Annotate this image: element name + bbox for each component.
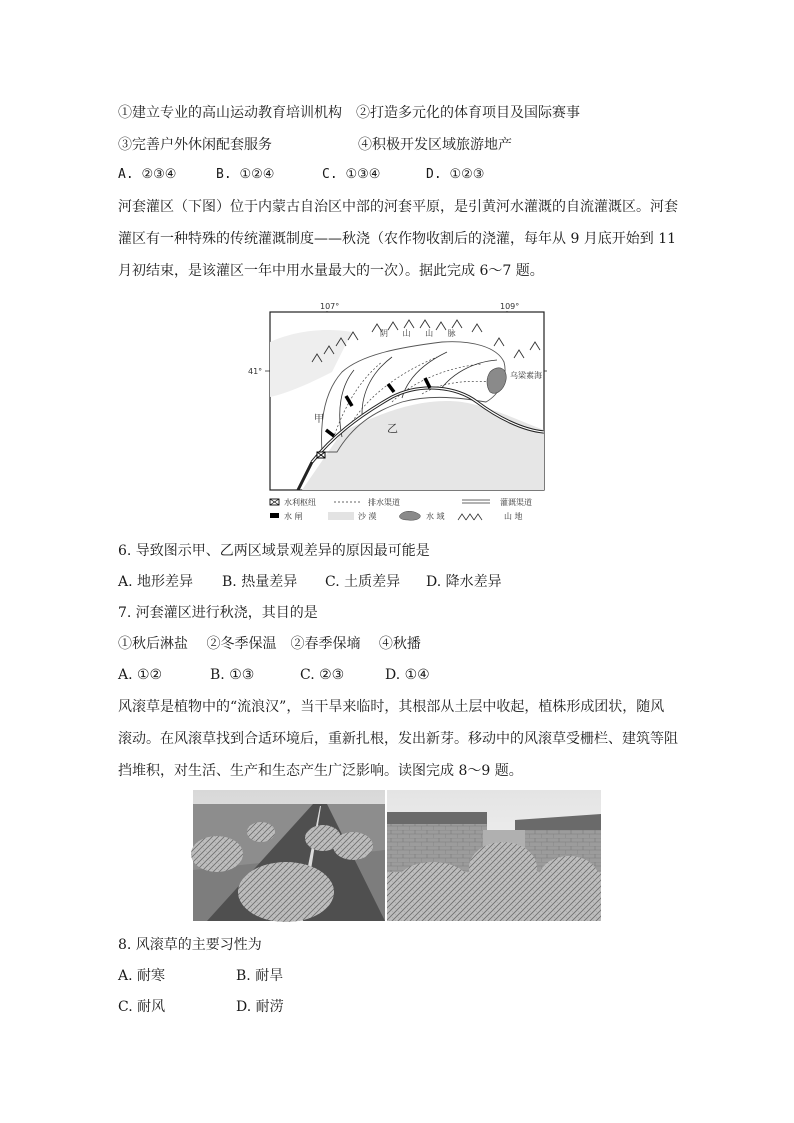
tumbleweed-intro-line-1: 风滚草是植物中的“流浪汉”，当干旱来临时，其根部从土层中收起，植株形成团状，随风	[118, 699, 665, 715]
q6-option-a: A. 地形差异	[118, 574, 194, 590]
legend-irrigation: 灌溉渠道	[500, 498, 532, 507]
legend-desert: 沙 漠	[358, 512, 377, 521]
q6-option-b: B. 热量差异	[222, 574, 298, 590]
q5-statement-4: ④积极开发区域旅游地产	[358, 137, 512, 153]
legend-mountain: 山 地	[504, 512, 523, 521]
hetao-irrigation-map	[248, 302, 552, 527]
road-photo	[191, 790, 385, 922]
lat-41-label: 41°	[248, 367, 263, 376]
q7-option-a: A. ①②	[118, 667, 163, 683]
q5-statements-1: ①建立专业的高山运动教育培训机构 ②打造多元化的体育项目及国际赛事	[118, 105, 580, 121]
map-legend	[270, 497, 532, 521]
legend-drain: 排水渠道	[368, 498, 400, 507]
q8-stem: 8. 风滚草的主要习性为	[118, 937, 262, 953]
hetao-intro-line-2: 灌区有一种特殊的传统灌溉制度——秋浇（农作物收割后的浇灌，每年从 9 月底开始到 11	[118, 231, 677, 247]
q7-option-c: C. ②③	[300, 667, 345, 683]
q6-option-c: C. 土质差异	[325, 574, 401, 590]
q5-option-c: C. ①③④	[322, 167, 381, 182]
lake-label: 乌梁素海	[510, 371, 542, 380]
hetao-intro-line-1: 河套灌区（下图）位于内蒙古自治区中部的河套平原，是引黄河水灌溉的自流灌溉区。河套	[118, 199, 678, 215]
q7-option-b: B. ①③	[210, 667, 255, 683]
lon-109-label: 109°	[500, 302, 520, 311]
building-photo	[387, 790, 601, 921]
q7-statements: ①秋后淋盐 ②冬季保温 ②春季保墒 ④秋播	[118, 636, 421, 652]
q6-option-d: D. 降水差异	[426, 574, 502, 590]
q8-option-d: D. 耐涝	[236, 999, 284, 1015]
q7-option-d: D. ①④	[385, 667, 430, 683]
q6-stem: 6. 导致图示甲、乙两区域景观差异的原因最可能是	[118, 543, 430, 559]
q7-stem: 7. 河套灌区进行秋浇，其目的是	[118, 605, 318, 621]
legend-water: 水 域	[426, 512, 445, 521]
q8-option-b: B. 耐旱	[236, 968, 284, 984]
tumbleweed-intro-line-3: 挡堆积，对生活、生产和生态产生广泛影响。读图完成 8～9 题。	[118, 763, 523, 779]
q5-option-d: D. ①②③	[426, 167, 485, 182]
q5-option-a: A. ②③④	[118, 167, 177, 182]
legend-gate: 水 闸	[284, 512, 303, 521]
hetao-intro-line-3: 月初结束，是该灌区一年中用水量最大的一次）。据此完成 6～7 题。	[118, 263, 544, 279]
legend-hub: 水利枢纽	[284, 498, 316, 507]
lon-107-label: 107°	[320, 302, 340, 311]
tumbleweed-intro-line-2: 滚动。在风滚草找到合适环境后，重新扎根，发出新芽。移动中的风滚草受栅栏、建筑等阻	[118, 731, 678, 747]
q5-statement-3: ③完善户外休闲配套服务	[118, 137, 272, 153]
mountain-range-label: 阴 山 山 脉	[380, 329, 462, 338]
region-jia-label: 甲	[314, 414, 324, 425]
region-yi-label: 乙	[387, 422, 398, 435]
q5-option-b: B. ①②④	[216, 167, 275, 182]
q8-option-a: A. 耐寒	[118, 968, 166, 984]
tumbleweed-photos	[193, 790, 601, 921]
q8-option-c: C. 耐风	[118, 999, 166, 1015]
